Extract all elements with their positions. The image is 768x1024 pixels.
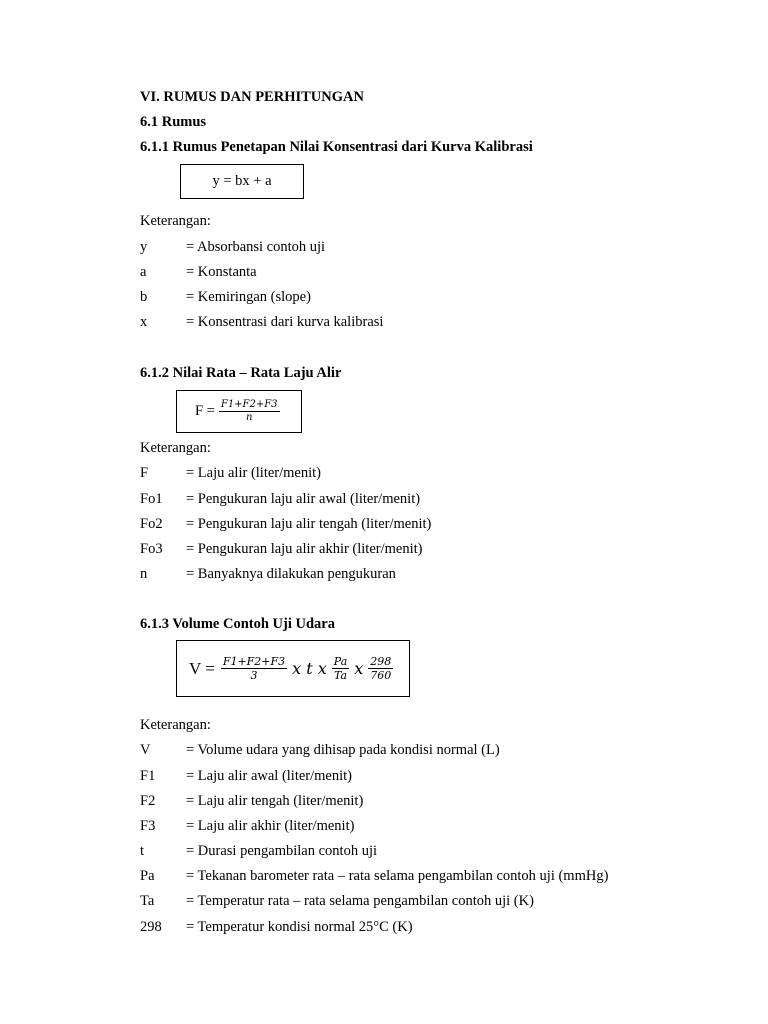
subheading-6-1-2: 6.1.2 Nilai Rata – Rata Laju Alir xyxy=(140,365,342,381)
legend-symbol: Fo1 xyxy=(140,491,163,507)
formula-multiplier: x t x xyxy=(292,659,327,678)
legend-symbol: Fo3 xyxy=(140,541,163,557)
formula-fraction xyxy=(368,655,393,682)
legend-row xyxy=(140,741,500,759)
legend-row xyxy=(140,313,383,331)
legend-symbol: a xyxy=(140,264,147,280)
formula-box-volume xyxy=(176,640,410,697)
formula-box-kalibrasi xyxy=(180,164,304,199)
legend-description: = Pengukuran laju alir akhir (liter/menit) xyxy=(186,541,423,557)
keterangan-label-3: Keterangan: xyxy=(140,717,211,733)
legend-row xyxy=(140,565,396,583)
legend-symbol: V xyxy=(140,742,151,758)
legend-description: = Laju alir tengah (liter/menit) xyxy=(186,793,364,809)
legend-symbol: b xyxy=(140,289,148,305)
legend-row xyxy=(140,288,311,306)
legend-description: = Konstanta xyxy=(186,264,257,280)
fraction-numerator: F1+F2+F3 xyxy=(222,655,286,668)
legend-description: = Laju alir awal (liter/menit) xyxy=(186,768,352,784)
legend-description: = Laju alir akhir (liter/menit) xyxy=(186,818,355,834)
formula-kalibrasi: y = bx + a xyxy=(212,173,272,189)
legend-description: = Pengukuran laju alir awal (liter/menit) xyxy=(186,491,421,507)
fraction-denominator: Ta xyxy=(334,669,348,682)
legend-row xyxy=(140,540,422,558)
formula-fraction xyxy=(221,655,287,682)
subheading-6-1: 6.1 Rumus xyxy=(140,114,207,130)
fraction-denominator: 760 xyxy=(370,669,392,682)
fraction-denominator: n xyxy=(245,412,253,423)
legend-row xyxy=(140,817,354,835)
keterangan-label-2: Keterangan: xyxy=(140,440,211,456)
legend-row xyxy=(140,792,363,810)
legend-symbol: F xyxy=(140,465,149,481)
legend-row xyxy=(140,892,534,910)
legend-symbol: t xyxy=(140,843,145,859)
legend-symbol: Pa xyxy=(140,868,155,884)
fraction-denominator: 3 xyxy=(250,669,258,682)
legend-description: = Temperatur kondisi normal 25°C (K) xyxy=(186,919,413,935)
legend-symbol: n xyxy=(140,566,148,582)
subheading-6-1-1: 6.1.1 Rumus Penetapan Nilai Konsentrasi dari Kurva Kalibrasi xyxy=(140,139,533,155)
section-title: RUMUS DAN PERHITUNGAN xyxy=(163,89,364,105)
legend-symbol: Ta xyxy=(140,893,155,909)
section-number: VI. xyxy=(140,89,160,105)
legend-description: = Konsentrasi dari kurva kalibrasi xyxy=(186,314,384,330)
fraction-numerator: F1+F2+F3 xyxy=(220,399,278,410)
legend-row xyxy=(140,767,352,785)
legend-symbol: y xyxy=(140,239,148,255)
legend-symbol: F3 xyxy=(140,818,156,834)
fraction-numerator: 298 xyxy=(370,655,392,668)
legend-description: = Kemiringan (slope) xyxy=(186,289,311,305)
formula-box-laju-alir xyxy=(176,390,302,433)
legend-row xyxy=(140,867,608,885)
fraction-numerator: Pa xyxy=(333,655,348,668)
legend-description: = Pengukuran laju alir tengah (liter/menit) xyxy=(186,516,432,532)
legend-row xyxy=(140,464,321,482)
legend-symbol: Fo2 xyxy=(140,516,163,532)
formula-fraction xyxy=(219,399,280,424)
legend-symbol: F2 xyxy=(140,793,156,809)
legend-description: = Temperatur rata – rata selama pengambilan contoh uji (K) xyxy=(186,893,534,909)
formula-lhs: F = xyxy=(195,403,215,419)
formula-multiplier: x xyxy=(354,659,364,678)
legend-symbol: F1 xyxy=(140,768,156,784)
legend-description: = Banyaknya dilakukan pengukuran xyxy=(186,566,396,582)
legend-description: = Absorbansi contoh uji xyxy=(186,239,326,255)
legend-symbol: x xyxy=(140,314,148,330)
legend-row xyxy=(140,842,377,860)
legend-row xyxy=(140,490,420,508)
legend-description: = Tekanan barometer rata – rata selama pengambilan contoh uji (mmHg) xyxy=(186,868,609,884)
legend-row xyxy=(140,238,325,256)
section-heading xyxy=(140,88,364,106)
legend-description: = Volume udara yang dihisap pada kondisi normal (L) xyxy=(186,742,500,758)
formula-lhs: V = xyxy=(189,658,215,678)
legend-row xyxy=(140,918,413,936)
legend-description: = Durasi pengambilan contoh uji xyxy=(186,843,377,859)
legend-symbol: 298 xyxy=(140,919,162,935)
legend-description: = Laju alir (liter/menit) xyxy=(186,465,322,481)
keterangan-label-1: Keterangan: xyxy=(140,213,211,229)
formula-fraction xyxy=(332,655,349,682)
legend-row xyxy=(140,515,431,533)
subheading-6-1-3: 6.1.3 Volume Contoh Uji Udara xyxy=(140,616,335,632)
legend-row xyxy=(140,263,257,281)
